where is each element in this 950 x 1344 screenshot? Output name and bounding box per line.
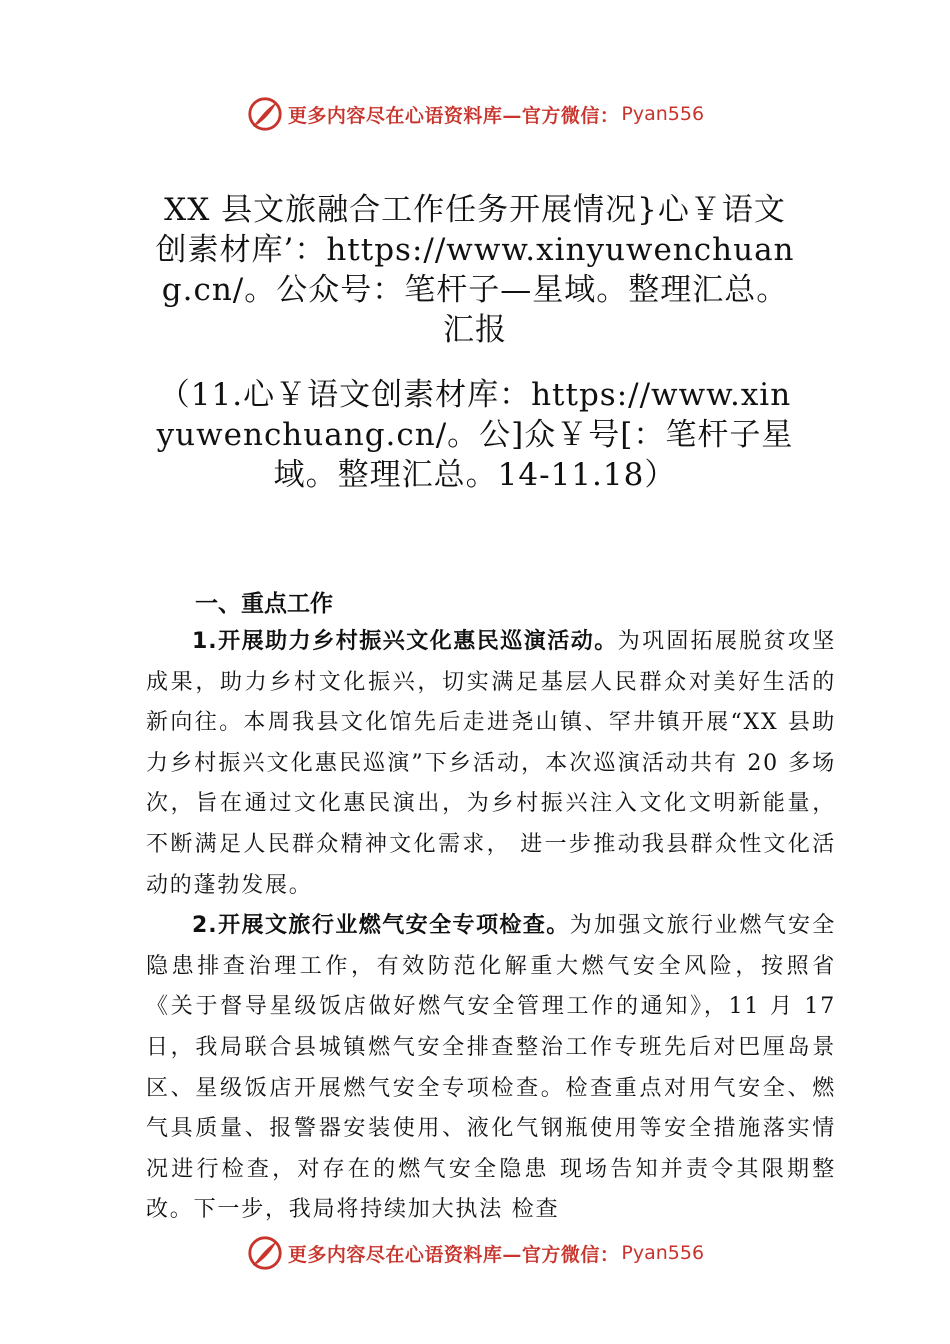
watermark-text: 更多内容尽在心语资料库—官方微信： — [287, 104, 620, 127]
paragraph-1 — [146, 622, 836, 906]
paragraph-1-text: 为巩固拓展脱贫攻坚成果，助力乡村文化振兴，切实满足基层人民群众对美好生活的新向往。本周我县文化馆先后走进尧山镇、罕井镇开展“XX 县助力乡村振兴文化惠民巡演”下乡活动，本次巡演活动共有 20 多场次，旨在通过文化惠民演出，为乡村振兴注入文化文明新能量，不断满足人民群众精神文化需求， 进一步推动我县群众性文化活动的蓬勃发展。 — [146, 629, 837, 898]
section-heading: 一、重点工作 — [195, 591, 333, 617]
paragraph-2-text: 为加强文旅行业燃气安全隐患排查治理工作，有效防范化解重大燃气安全风险，按照省《关于督导星级饭店做好燃气安全管理工作的通知》，11 月 17 日，我局联合县城镇燃气安全排查整治工作专班先后对巴厘岛景区、星级饭店开展燃气安全专项检查。检查重点对用气安全、燃气具质量、报警器安装使用、液化气钢瓶使用等安全措施落实情况进行检查，对存在的燃气安全隐患 现场告知并责令其限期整改。下一步，我局将持续加大执法 检查 — [146, 913, 836, 1223]
watermark-id: Pyan556 — [621, 1242, 705, 1264]
quill-logo-icon — [246, 1234, 284, 1272]
document-title: XX 县文旅融合工作任务开展情况}心￥语文创素材库’：https://www.xinyuwenchuang.cn/。公众号：笔杆子—星域。整理汇总。汇报 — [155, 192, 795, 348]
quill-logo-icon — [246, 95, 284, 133]
document-subtitle: （11.心￥语文创素材库：https://www.xinyuwenchuang.cn/。公]众￥号[：笔杆子星域。整理汇总。14-11.18） — [156, 377, 794, 493]
watermark-footer — [0, 1233, 950, 1273]
paragraph-2 — [146, 906, 836, 1231]
watermark-id: Pyan556 — [621, 103, 705, 125]
paragraph-2-lead: 2.开展文旅行业燃气安全专项检查。 — [192, 913, 570, 939]
watermark-header — [0, 94, 950, 134]
watermark-text: 更多内容尽在心语资料库—官方微信： — [287, 1243, 620, 1266]
document-body — [146, 622, 836, 1231]
paragraph-1-lead: 1.开展助力乡村振兴文化惠民巡演活动。 — [192, 629, 618, 654]
